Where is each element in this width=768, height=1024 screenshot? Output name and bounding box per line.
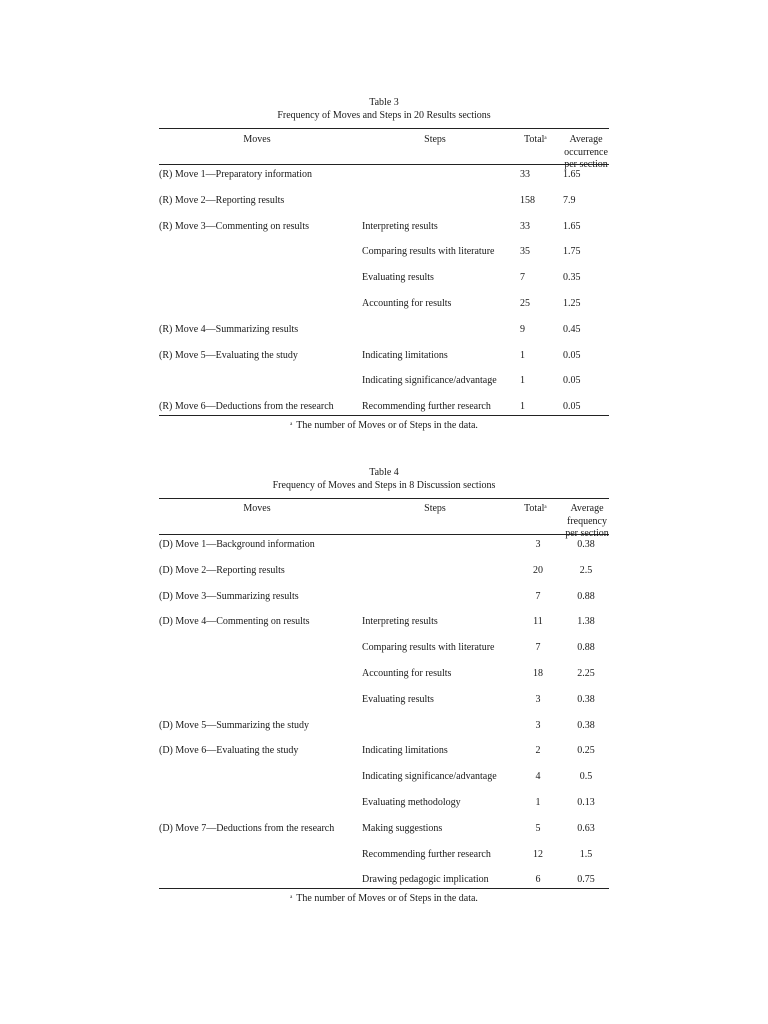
table-4-caption bbox=[159, 467, 609, 492]
table-row bbox=[159, 220, 609, 246]
cell-step: Interpreting results bbox=[362, 220, 438, 232]
table-row bbox=[159, 590, 609, 616]
table-row bbox=[159, 245, 609, 271]
table-row bbox=[159, 194, 609, 220]
header-total-label: Total bbox=[524, 503, 545, 514]
cell-step: Evaluating results bbox=[362, 693, 434, 705]
cell-step: Evaluating methodology bbox=[362, 796, 461, 808]
table-4 bbox=[159, 467, 609, 905]
header-total-footnote-mark: a bbox=[544, 505, 547, 510]
cell-total: 3 bbox=[535, 693, 541, 705]
cell-move: (D) Move 6—Evaluating the study bbox=[159, 745, 299, 757]
table-3-bottom-rule bbox=[159, 415, 609, 416]
cell-average: 7.9 bbox=[563, 194, 576, 206]
cell-total: 33 bbox=[520, 220, 530, 232]
cell-total: 7 bbox=[535, 642, 541, 654]
cell-total: 9 bbox=[520, 323, 525, 335]
cell-average: 0.13 bbox=[577, 796, 595, 808]
cell-step: Indicating significance/advantage bbox=[362, 375, 497, 387]
cell-step: Drawing pedagogic implication bbox=[362, 874, 489, 886]
cell-step: Indicating limitations bbox=[362, 745, 448, 757]
footnote-mark: a bbox=[290, 895, 293, 901]
cell-total: 3 bbox=[535, 539, 541, 550]
cell-average: 1.38 bbox=[577, 616, 595, 628]
table-4-title: Frequency of Moves and Steps in 8 Discussion sections bbox=[272, 479, 496, 491]
cell-total: 7 bbox=[520, 272, 525, 284]
cell-average: 0.05 bbox=[563, 401, 581, 413]
cell-step: Evaluating results bbox=[362, 272, 434, 284]
cell-move: (R) Move 5—Evaluating the study bbox=[159, 349, 298, 361]
cell-total: 35 bbox=[520, 246, 530, 258]
table-row bbox=[159, 615, 609, 641]
cell-move: (D) Move 4—Commenting on results bbox=[159, 616, 310, 628]
table-row bbox=[159, 719, 609, 745]
cell-move: (R) Move 6—Deductions from the research bbox=[159, 401, 334, 413]
table-row bbox=[159, 848, 609, 874]
cell-total: 158 bbox=[520, 194, 535, 206]
table-3 bbox=[159, 97, 609, 432]
table-row bbox=[159, 323, 609, 349]
footnote-text: The number of Moves or of Steps in the data. bbox=[296, 893, 478, 905]
header-average-line-1: Average bbox=[570, 503, 604, 514]
cell-move: (D) Move 5—Summarizing the study bbox=[159, 719, 309, 731]
table-3-caption bbox=[159, 97, 609, 122]
table-row bbox=[159, 770, 609, 796]
table-3-body bbox=[159, 168, 609, 415]
cell-step: Comparing results with literature bbox=[362, 642, 495, 654]
cell-average: 1.65 bbox=[563, 169, 581, 180]
cell-step: Making suggestions bbox=[362, 822, 443, 834]
cell-total: 33 bbox=[520, 169, 530, 180]
header-moves: Moves bbox=[243, 503, 271, 514]
table-row bbox=[159, 168, 609, 194]
cell-total: 7 bbox=[535, 590, 541, 602]
cell-move: (D) Move 2—Reporting results bbox=[159, 564, 285, 576]
cell-move: (D) Move 7—Deductions from the research bbox=[159, 822, 335, 834]
cell-move: (R) Move 4—Summarizing results bbox=[159, 323, 299, 335]
header-average-line-3: per section bbox=[565, 528, 609, 539]
cell-average: 0.38 bbox=[577, 693, 595, 705]
cell-average: 0.5 bbox=[579, 771, 593, 783]
cell-step: Recommending further research bbox=[362, 848, 491, 860]
cell-average: 0.38 bbox=[577, 539, 595, 550]
header-total bbox=[524, 503, 547, 516]
cell-move: (R) Move 3—Commenting on results bbox=[159, 220, 309, 232]
header-total bbox=[524, 134, 547, 147]
cell-average: 0.88 bbox=[577, 590, 595, 602]
header-average-line-1: Average bbox=[569, 134, 603, 145]
table-4-label: Table 4 bbox=[369, 467, 399, 478]
header-average bbox=[558, 134, 614, 172]
cell-total: 11 bbox=[533, 616, 543, 628]
cell-average: 0.75 bbox=[577, 874, 595, 886]
table-row bbox=[159, 564, 609, 590]
cell-step: Indicating limitations bbox=[362, 349, 448, 361]
cell-move: (R) Move 2—Reporting results bbox=[159, 194, 285, 206]
table-4-body bbox=[159, 538, 609, 888]
cell-move: (R) Move 1—Preparatory information bbox=[159, 169, 313, 180]
table-row bbox=[159, 538, 609, 564]
cell-total: 18 bbox=[533, 667, 543, 679]
cell-total: 3 bbox=[535, 719, 541, 731]
table-4-footnote bbox=[159, 893, 609, 905]
cell-average: 2.5 bbox=[579, 564, 593, 576]
table-row bbox=[159, 796, 609, 822]
cell-total: 5 bbox=[535, 822, 541, 834]
header-total-footnote-mark: a bbox=[544, 136, 547, 141]
table-row bbox=[159, 667, 609, 693]
table-row bbox=[159, 374, 609, 400]
table-3-label: Table 3 bbox=[369, 97, 399, 108]
cell-total: 25 bbox=[520, 297, 530, 309]
header-average-line-2: occurrence bbox=[564, 146, 608, 158]
table-row bbox=[159, 873, 609, 888]
cell-average: 2.25 bbox=[577, 667, 595, 679]
cell-average: 1.75 bbox=[563, 246, 581, 258]
table-4-bottom-rule bbox=[159, 888, 609, 889]
table-row bbox=[159, 822, 609, 848]
cell-move: (D) Move 3—Summarizing results bbox=[159, 590, 299, 602]
header-steps: Steps bbox=[424, 134, 446, 145]
header-steps: Steps bbox=[424, 503, 446, 514]
table-row bbox=[159, 349, 609, 375]
table-row bbox=[159, 271, 609, 297]
header-average-line-3: per section bbox=[564, 159, 608, 170]
header-moves: Moves bbox=[243, 134, 271, 145]
cell-total: 1 bbox=[520, 375, 525, 387]
cell-step: Indicating significance/advantage bbox=[362, 771, 497, 783]
cell-average: 0.38 bbox=[577, 719, 595, 731]
cell-average: 0.05 bbox=[563, 349, 581, 361]
cell-total: 1 bbox=[535, 796, 541, 808]
cell-step: Recommending further research bbox=[362, 401, 491, 413]
table-3-title: Frequency of Moves and Steps in 20 Results sections bbox=[277, 109, 491, 121]
cell-total: 4 bbox=[535, 771, 541, 783]
cell-total: 1 bbox=[520, 401, 525, 413]
cell-move: (D) Move 1—Background information bbox=[159, 539, 315, 550]
table-row bbox=[159, 400, 609, 415]
header-total-label: Total bbox=[524, 134, 545, 145]
cell-average: 0.63 bbox=[577, 822, 595, 834]
table-row bbox=[159, 641, 609, 667]
cell-average: 0.35 bbox=[563, 272, 581, 284]
cell-average: 0.88 bbox=[577, 642, 595, 654]
footnote-text: The number of Moves or of Steps in the data. bbox=[296, 420, 478, 432]
cell-total: 1 bbox=[520, 349, 525, 361]
table-row bbox=[159, 297, 609, 323]
cell-average: 1.5 bbox=[579, 848, 593, 860]
cell-total: 6 bbox=[535, 874, 541, 886]
cell-step: Comparing results with literature bbox=[362, 246, 495, 258]
table-row bbox=[159, 744, 609, 770]
cell-average: 0.25 bbox=[577, 745, 595, 757]
table-row bbox=[159, 693, 609, 719]
table-3-footnote bbox=[159, 420, 609, 432]
cell-step: Accounting for results bbox=[362, 667, 452, 679]
cell-average: 0.05 bbox=[563, 375, 581, 387]
cell-total: 12 bbox=[533, 848, 543, 860]
cell-step: Accounting for results bbox=[362, 297, 452, 309]
cell-total: 20 bbox=[533, 564, 543, 576]
cell-step: Interpreting results bbox=[362, 616, 438, 628]
header-average-line-2: frequency bbox=[567, 515, 607, 527]
footnote-mark: a bbox=[290, 422, 293, 428]
cell-average: 1.65 bbox=[563, 220, 581, 232]
header-average bbox=[559, 503, 615, 541]
cell-average: 0.45 bbox=[563, 323, 581, 335]
cell-average: 1.25 bbox=[563, 297, 581, 309]
cell-total: 2 bbox=[535, 745, 541, 757]
